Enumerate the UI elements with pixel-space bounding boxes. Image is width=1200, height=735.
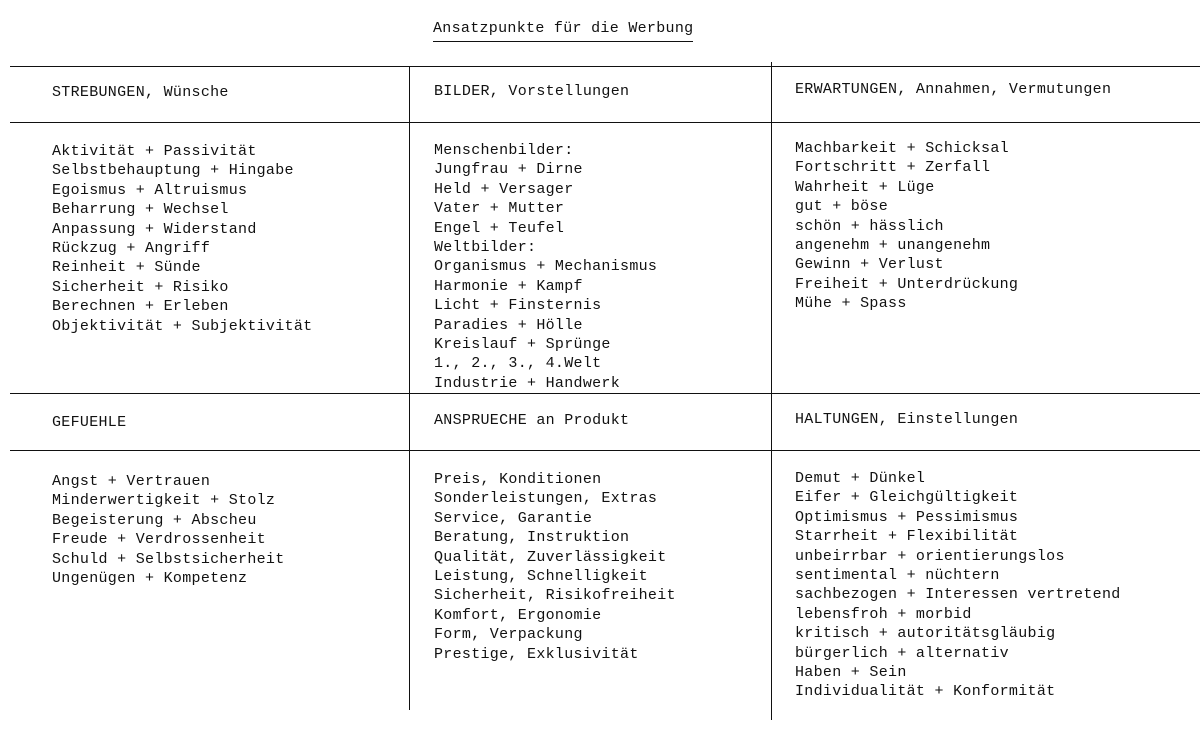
list-item: Eifer + Gleichgültigkeit: [795, 489, 1019, 507]
column-divider-left: [409, 66, 410, 710]
column-divider-right: [771, 62, 772, 720]
list-item: Wahrheit + Lüge: [795, 178, 935, 196]
list-item: Industrie + Handwerk: [434, 374, 621, 392]
list-item: lebensfroh + morbid: [795, 605, 972, 623]
list-item: Organismus + Mechanismus: [434, 258, 658, 276]
table-top-rule: [10, 66, 1200, 67]
list-item: Individualität + Konformität: [795, 683, 1056, 701]
list-item: Reinheit + Sünde: [52, 259, 201, 277]
list-item: Machbarkeit + Schicksal: [795, 140, 1009, 157]
list-item: Sicherheit, Risikofreiheit: [434, 587, 676, 605]
page-title: Ansatzpunkte für die Werbung: [433, 20, 693, 42]
header-rule-top: [10, 122, 1200, 123]
list-item: Form, Verpackung: [434, 626, 583, 644]
list-item: Aktivität + Passivität: [52, 143, 257, 160]
list-item: gut + böse: [795, 198, 889, 216]
list-item: kritisch + autoritätsgläubig: [795, 625, 1056, 643]
list-item: 1., 2., 3., 4.Welt: [434, 355, 602, 373]
list-item: Beharrung + Wechsel: [52, 201, 229, 219]
heading-ansprueche: ANSPRUECHE an Produkt: [434, 412, 630, 429]
list-item: Prestige, Exklusivität: [434, 645, 639, 663]
list-item: Qualität, Zuverlässigkeit: [434, 548, 667, 566]
list-item: Held + Versager: [434, 180, 574, 198]
list-item: Starrheit + Flexibilität: [795, 528, 1019, 546]
list-item: Sicherheit + Risiko: [52, 278, 229, 296]
list-item: Gewinn + Verlust: [795, 256, 944, 274]
list-item: Kreislauf + Sprünge: [434, 336, 611, 354]
list-item: Beratung, Instruktion: [434, 529, 630, 547]
list-item: Demut + Dünkel: [795, 470, 926, 487]
list-item: Preis, Konditionen: [434, 471, 602, 488]
list-item: Menschenbilder:: [434, 142, 574, 159]
list-item: Vater + Mutter: [434, 200, 565, 218]
list-item: Berechnen + Erleben: [52, 298, 229, 316]
list-item: Service, Garantie: [434, 509, 593, 527]
list-item: Selbstbehauptung + Hingabe: [52, 162, 294, 180]
list-item: Sonderleistungen, Extras: [434, 490, 658, 508]
list-item: Licht + Finsternis: [434, 297, 602, 315]
list-item: unbeirrbar + orientierungslos: [795, 547, 1065, 565]
list-strebungen: [52, 142, 312, 336]
list-item: Ungenügen + Kompetenz: [52, 570, 248, 588]
list-item: Jungfrau + Dirne: [434, 161, 583, 179]
list-item: Haben + Sein: [795, 664, 907, 682]
list-haltungen: [795, 469, 1121, 702]
list-item: bürgerlich + alternativ: [795, 644, 1009, 662]
list-item: Begeisterung + Abscheu: [52, 511, 257, 529]
header-rule-bottom: [10, 450, 1200, 451]
list-item: Mühe + Spass: [795, 295, 907, 313]
list-item: Schuld + Selbstsicherheit: [52, 550, 285, 568]
list-item: Leistung, Schnelligkeit: [434, 568, 648, 586]
list-erwartungen: [795, 139, 1018, 314]
list-bilder: [434, 141, 657, 393]
list-item: Fortschritt + Zerfall: [795, 159, 991, 177]
heading-gefuehle: GEFUEHLE: [52, 414, 127, 431]
list-item: sachbezogen + Interessen vertretend: [795, 586, 1121, 604]
list-item: Freiheit + Unterdrückung: [795, 275, 1019, 293]
list-item: Weltbilder:: [434, 239, 537, 257]
list-item: Anpassung + Widerstand: [52, 220, 257, 238]
heading-haltungen: HALTUNGEN, Einstellungen: [795, 411, 1019, 428]
list-gefuehle: [52, 472, 285, 588]
list-ansprueche: [434, 470, 676, 664]
list-item: Harmonie + Kampf: [434, 277, 583, 295]
list-item: Optimismus + Pessimismus: [795, 508, 1019, 526]
list-item: sentimental + nüchtern: [795, 567, 1000, 585]
list-item: Rückzug + Angriff: [52, 240, 211, 258]
list-item: schön + hässlich: [795, 217, 944, 235]
list-item: Minderwertigkeit + Stolz: [52, 492, 276, 510]
list-item: Freude + Verdrossenheit: [52, 531, 266, 549]
list-item: Komfort, Ergonomie: [434, 606, 602, 624]
heading-erwartungen: ERWARTUNGEN, Annahmen, Vermutungen: [795, 81, 1112, 98]
list-item: Paradies + Hölle: [434, 316, 583, 334]
list-item: Objektivität + Subjektivität: [52, 317, 313, 335]
list-item: Egoismus + Altruismus: [52, 181, 248, 199]
list-item: angenehm + unangenehm: [795, 237, 991, 255]
heading-strebungen: STREBUNGEN, Wünsche: [52, 84, 229, 101]
list-item: Engel + Teufel: [434, 219, 565, 237]
heading-bilder: BILDER, Vorstellungen: [434, 83, 630, 100]
list-item: Angst + Vertrauen: [52, 473, 211, 490]
